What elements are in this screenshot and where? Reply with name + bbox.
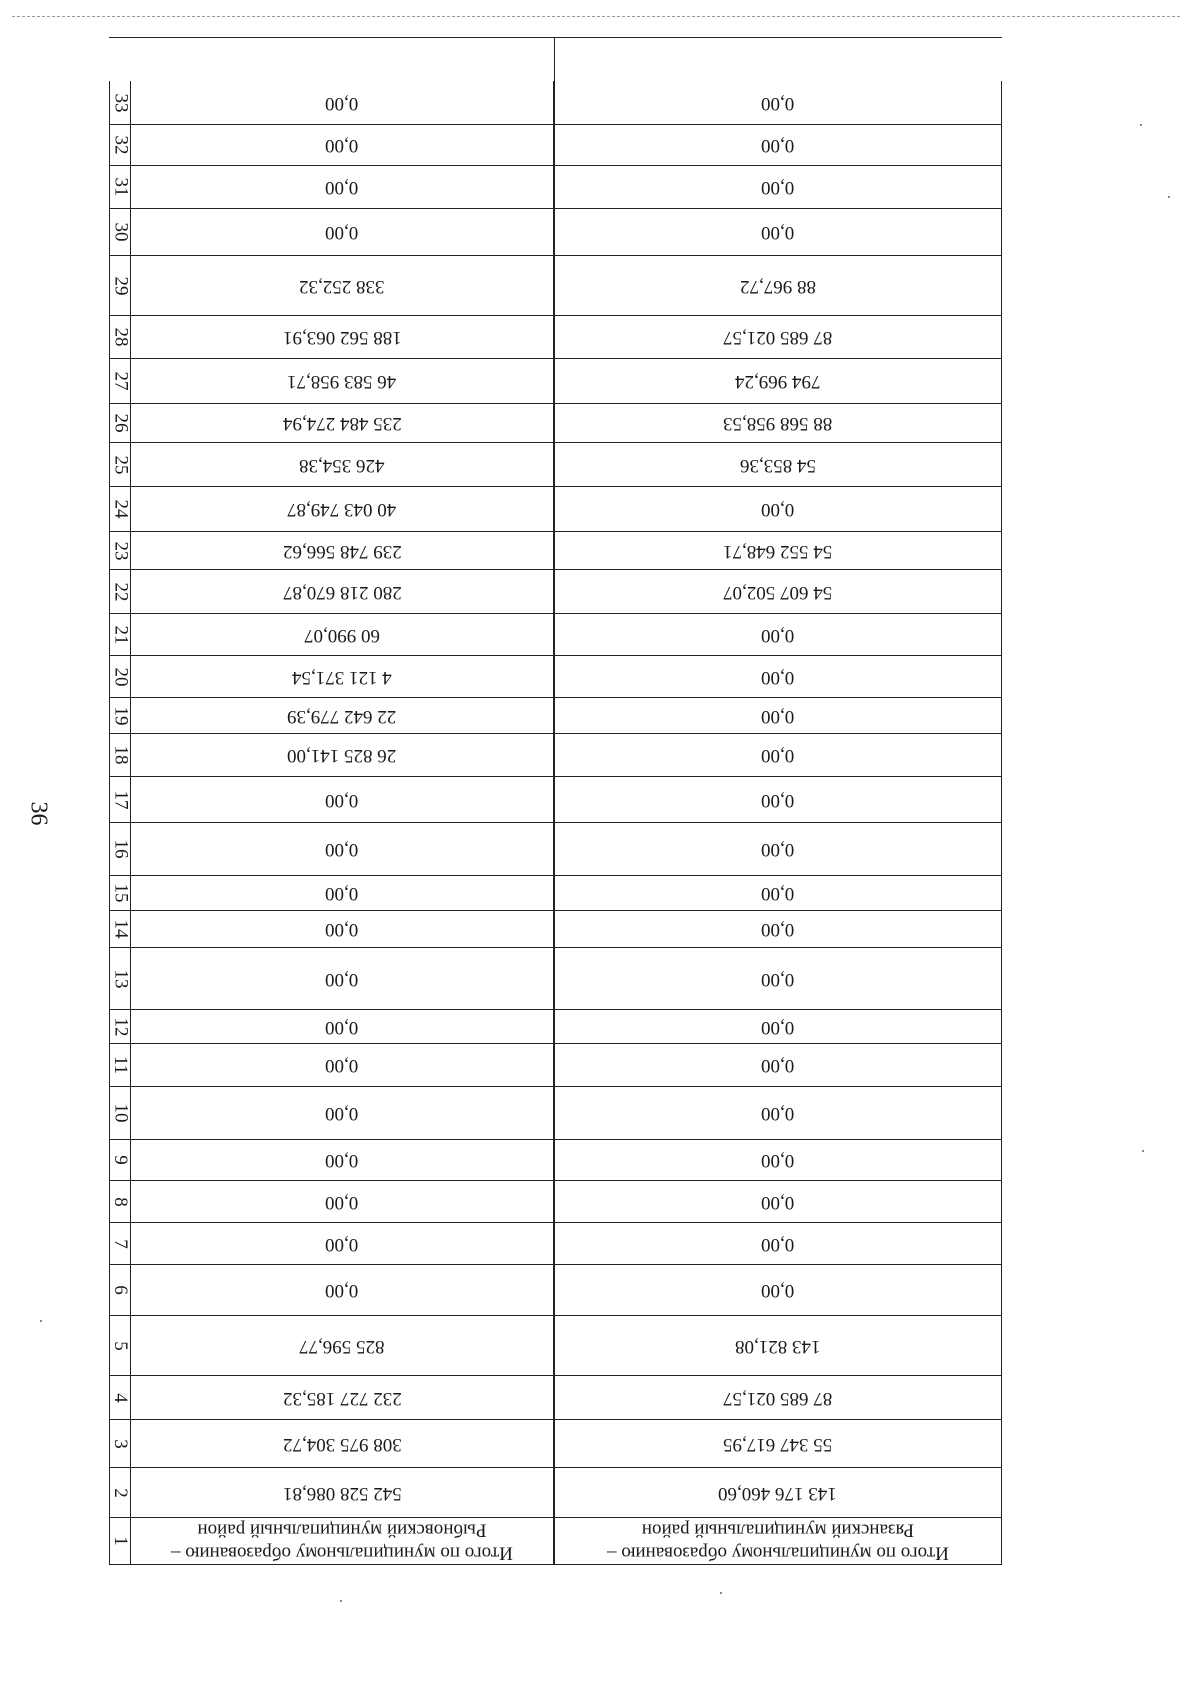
ryazansky-value-cell <box>554 256 1002 316</box>
column-number: 29 <box>110 276 131 295</box>
ryazansky-value-cell <box>554 1316 1002 1376</box>
rybnovsky-value-cell <box>131 404 554 443</box>
rybnovsky-value-cell <box>131 698 554 734</box>
column-number-cell <box>109 487 131 532</box>
ryazansky-value: 0,00 <box>760 666 795 688</box>
ryazansky-value-cell <box>554 209 1002 256</box>
ryazansky-value-cell <box>554 734 1002 777</box>
rybnovsky-value-cell <box>131 911 554 948</box>
column-number: 1 <box>110 1536 131 1546</box>
column-number: 32 <box>110 135 131 155</box>
rybnovsky-value-cell <box>131 125 554 166</box>
column-number-cell <box>109 823 131 876</box>
scan-speck <box>720 1592 722 1594</box>
column-number: 8 <box>110 1196 131 1207</box>
rybnovsky-value-cell <box>131 734 554 777</box>
rybnovsky-value: 0,00 <box>325 1280 359 1301</box>
column-number-cell <box>109 256 131 316</box>
column-number-cell <box>109 166 131 209</box>
column-number: 10 <box>110 1103 131 1123</box>
column-number-cell <box>109 948 131 1010</box>
ryazansky-value: 88 967,72 <box>739 275 816 297</box>
rybnovsky-value: 0,00 <box>325 968 359 990</box>
ryazansky-value: 0,00 <box>760 1103 795 1124</box>
ryazansky-value-cell <box>554 1223 1002 1265</box>
column-number: 26 <box>110 413 131 433</box>
page-number: 36 <box>25 801 52 826</box>
ryazansky-value-cell <box>554 1010 1002 1044</box>
ryazansky-value: 0,00 <box>760 1055 795 1076</box>
rybnovsky-value: 22 642 779,39 <box>287 705 397 727</box>
column-number: 17 <box>110 790 131 809</box>
ryazansky-value-cell <box>554 166 1002 209</box>
rybnovsky-value-cell <box>131 948 554 1010</box>
ryazansky-value-cell <box>554 443 1002 487</box>
column-number-cell <box>109 316 131 359</box>
ryazansky-value-cell <box>554 316 1002 359</box>
ryazansky-value: 0,00 <box>760 1150 795 1171</box>
ryazansky-value: 87 685 021,57 <box>722 1387 833 1409</box>
ryazansky-value-cell <box>554 1468 1002 1518</box>
rybnovsky-value: 825 596,77 <box>299 1335 385 1357</box>
column-number-cell <box>109 359 131 404</box>
column-number: 16 <box>110 839 131 859</box>
ryazansky-value: 54 607 502,07 <box>722 581 833 603</box>
column-number: 5 <box>110 1340 131 1351</box>
rybnovsky-value-cell <box>131 823 554 876</box>
ryazansky-value: 0,00 <box>760 92 795 114</box>
ryazansky-value: 0,00 <box>760 968 795 990</box>
column-number: 23 <box>110 541 131 560</box>
column-number-cell <box>109 1265 131 1316</box>
ryazansky-value: 794 969,24 <box>734 371 821 392</box>
column-number-cell <box>109 1223 131 1265</box>
ryazansky-value-cell <box>554 614 1002 656</box>
column-number-cell <box>109 614 131 656</box>
rybnovsky-value-cell <box>131 1087 554 1140</box>
ryazansky-value: 0,00 <box>760 745 795 766</box>
rybnovsky-value-cell <box>131 316 554 359</box>
ryazansky-value-cell <box>554 698 1002 734</box>
rybnovsky-value: 0,00 <box>325 789 359 811</box>
scan-speck <box>1140 124 1142 126</box>
ryazansky-value: 0,00 <box>760 177 795 198</box>
ryazansky-value-cell <box>554 876 1002 911</box>
rybnovsky-value-cell <box>131 209 554 256</box>
rybnovsky-value: 0,00 <box>325 1150 359 1171</box>
rybnovsky-value-cell <box>131 1010 554 1044</box>
table-top-border <box>109 37 1002 38</box>
rybnovsky-value: 235 484 274,94 <box>282 413 402 434</box>
rybnovsky-value-cell <box>131 1140 554 1181</box>
ryazansky-value-cell <box>554 1376 1002 1420</box>
column-number: 28 <box>110 327 131 347</box>
ryazansky-value-cell <box>554 1181 1002 1223</box>
column-number-cell <box>109 876 131 911</box>
column-number-cell <box>109 1140 131 1181</box>
ryazansky-value-cell <box>554 656 1002 698</box>
column-number-cell <box>109 209 131 256</box>
column-number: 11 <box>109 1055 131 1075</box>
column-number: 33 <box>110 93 131 112</box>
ryazansky-value: 0,00 <box>760 1016 795 1038</box>
ryazansky-value: 0,00 <box>760 919 795 940</box>
rybnovsky-value: 308 975 304,72 <box>282 1433 402 1455</box>
rybnovsky-value-cell <box>131 1265 554 1316</box>
column-number-cell <box>109 570 131 614</box>
rybnovsky-value: 40 043 749,87 <box>287 499 397 520</box>
column-number-cell <box>109 443 131 487</box>
ryazansky-value-cell <box>554 823 1002 876</box>
ryazansky-value-cell <box>554 359 1002 404</box>
ryazansky-value: 0,00 <box>760 789 795 811</box>
rybnovsky-value: 0,00 <box>325 92 359 114</box>
rybnovsky-value-cell <box>131 532 554 570</box>
ryazansky-value: 54 853,36 <box>739 454 816 476</box>
ryazansky-value: 0,00 <box>760 624 795 646</box>
column-number: 9 <box>110 1155 131 1165</box>
ryazansky-value-cell <box>554 777 1002 823</box>
column-number: 31 <box>110 177 131 197</box>
column-number-cell <box>109 1044 131 1087</box>
rybnovsky-value: 4 121 371,54 <box>292 666 392 688</box>
rybnovsky-value-cell <box>131 1223 554 1265</box>
rybnovsky-value-cell <box>131 614 554 656</box>
rybnovsky-value-cell <box>131 1316 554 1376</box>
column-number-cell <box>109 1181 131 1223</box>
scan-speck <box>340 1600 342 1602</box>
rybnovsky-value-cell <box>131 443 554 487</box>
rybnovsky-value: 280 218 670,87 <box>282 581 402 603</box>
rybnovsky-value-cell <box>131 487 554 532</box>
column-number: 13 <box>110 969 131 988</box>
rybnovsky-value-cell <box>131 1376 554 1420</box>
column-number-cell <box>109 1316 131 1376</box>
column-number: 4 <box>110 1392 131 1403</box>
ryazansky-value: 88 568 958,53 <box>722 413 833 434</box>
column-number: 30 <box>110 222 131 242</box>
ryazansky-value-cell <box>554 570 1002 614</box>
ryazansky-value: 0,00 <box>760 883 795 904</box>
ryazansky-value: 143 821,08 <box>734 1335 821 1357</box>
ryazansky-value: 55 347 617,95 <box>722 1433 833 1455</box>
rybnovsky-value-cell <box>131 359 554 404</box>
rybnovsky-value-cell <box>131 256 554 316</box>
ryazansky-value: 143 176 460,60 <box>718 1482 837 1504</box>
rybnovsky-value: 0,00 <box>325 1016 359 1038</box>
rybnovsky-value-cell <box>131 570 554 614</box>
column-number-cell <box>109 656 131 698</box>
ryazansky-value: 0,00 <box>760 222 795 243</box>
rybnovsky-value-cell <box>131 81 554 125</box>
column-number-cell <box>109 777 131 823</box>
rybnovsky-value-cell <box>131 166 554 209</box>
ryazansky-value: 87 685 021,57 <box>722 327 833 348</box>
ryazansky-value-cell <box>554 948 1002 1010</box>
ryazansky-value-cell <box>554 1140 1002 1181</box>
column-number-cell <box>109 1376 131 1420</box>
column-number: 24 <box>110 499 131 519</box>
column-number-cell <box>109 1087 131 1140</box>
column-number: 22 <box>110 582 131 601</box>
ryazansky-value: 54 552 648,71 <box>722 540 833 562</box>
column-number: 6 <box>110 1285 131 1295</box>
rybnovsky-value: 188 562 063,91 <box>282 327 402 348</box>
rybnovsky-value-cell <box>131 1468 554 1518</box>
column-number-cell <box>109 1468 131 1518</box>
column-number-cell <box>109 734 131 777</box>
ryazansky-value-cell <box>554 125 1002 166</box>
rybnovsky-value: 46 583 958,71 <box>287 371 397 392</box>
rybnovsky-value-cell <box>131 656 554 698</box>
ryazansky-value-cell <box>554 1420 1002 1468</box>
rybnovsky-value-cell <box>131 777 554 823</box>
column-number-cell <box>109 404 131 443</box>
rybnovsky-value: 0,00 <box>325 1103 359 1124</box>
column-number: 27 <box>110 371 131 391</box>
rybnovsky-value: 426 354,38 <box>299 454 385 476</box>
column-number-cell <box>109 911 131 948</box>
ryazansky-value-cell <box>554 1044 1002 1087</box>
rybnovsky-value-cell <box>131 1044 554 1087</box>
rybnovsky-value: 0,00 <box>325 1055 359 1076</box>
column-number: 25 <box>110 455 131 474</box>
ryazansky-value: 0,00 <box>760 135 795 156</box>
column-number: 3 <box>110 1438 131 1449</box>
column-number-cell <box>109 125 131 166</box>
ryazansky-value-cell <box>554 1087 1002 1140</box>
rybnovsky-value: 0,00 <box>325 1191 359 1213</box>
scan-speck <box>40 1320 42 1322</box>
ryazansky-value-cell <box>554 532 1002 570</box>
ryazansky-value-cell <box>554 487 1002 532</box>
column-number: 12 <box>110 1017 131 1036</box>
rybnovsky-value: 0,00 <box>325 919 359 940</box>
rybnovsky-value-cell <box>131 1518 554 1565</box>
ryazansky-value: 0,00 <box>760 705 795 727</box>
column-number: 7 <box>110 1238 131 1249</box>
column-number-cell <box>109 81 131 125</box>
column-number: 19 <box>110 706 131 725</box>
rybnovsky-value: 338 252,32 <box>299 275 385 297</box>
ryazansky-value: Итого по муниципальному образованию – Рязанский муниципальный район <box>606 1520 949 1564</box>
rybnovsky-value: 0,00 <box>325 1233 359 1255</box>
ryazansky-value: 0,00 <box>760 839 795 860</box>
ryazansky-value-cell <box>554 1265 1002 1316</box>
column-number-cell <box>109 532 131 570</box>
rybnovsky-value: 232 727 185,32 <box>282 1387 402 1409</box>
rybnovsky-value: 26 825 141,00 <box>287 745 397 766</box>
ryazansky-value: 0,00 <box>760 1191 795 1213</box>
rybnovsky-value-cell <box>131 1181 554 1223</box>
rybnovsky-value: 60 990,07 <box>304 624 380 646</box>
ryazansky-value-cell <box>554 81 1002 125</box>
ryazansky-value: 0,00 <box>760 499 795 520</box>
rybnovsky-value-cell <box>131 1420 554 1468</box>
column-number: 14 <box>110 919 131 939</box>
column-number-cell <box>109 1518 131 1565</box>
rybnovsky-value-cell <box>131 876 554 911</box>
column-number-cell <box>109 1420 131 1468</box>
column-number: 2 <box>110 1487 131 1498</box>
rybnovsky-value: 0,00 <box>325 135 359 156</box>
rybnovsky-value: 0,00 <box>325 222 359 243</box>
ryazansky-value: 0,00 <box>760 1280 795 1301</box>
rybnovsky-value: 0,00 <box>325 839 359 860</box>
column-number: 18 <box>110 745 131 765</box>
ryazansky-value-cell <box>554 404 1002 443</box>
rybnovsky-value: Итого по муниципальному образованию – Рыбновский муниципальный район <box>171 1520 513 1564</box>
rybnovsky-value: 239 748 566,62 <box>282 540 402 562</box>
rybnovsky-value: 0,00 <box>325 177 359 198</box>
rybnovsky-value: 0,00 <box>325 883 359 904</box>
scan-speck <box>1142 1150 1144 1152</box>
column-number: 15 <box>110 883 131 903</box>
column-number-cell <box>109 1010 131 1044</box>
ryazansky-value: 0,00 <box>760 1233 795 1255</box>
column-number: 21 <box>110 625 131 644</box>
ryazansky-value-cell <box>554 911 1002 948</box>
column-number-cell <box>109 698 131 734</box>
rybnovsky-value: 542 528 086,81 <box>282 1482 402 1504</box>
ryazansky-value-cell <box>554 1518 1002 1565</box>
scan-speck <box>1168 196 1170 198</box>
column-number: 20 <box>110 667 131 686</box>
